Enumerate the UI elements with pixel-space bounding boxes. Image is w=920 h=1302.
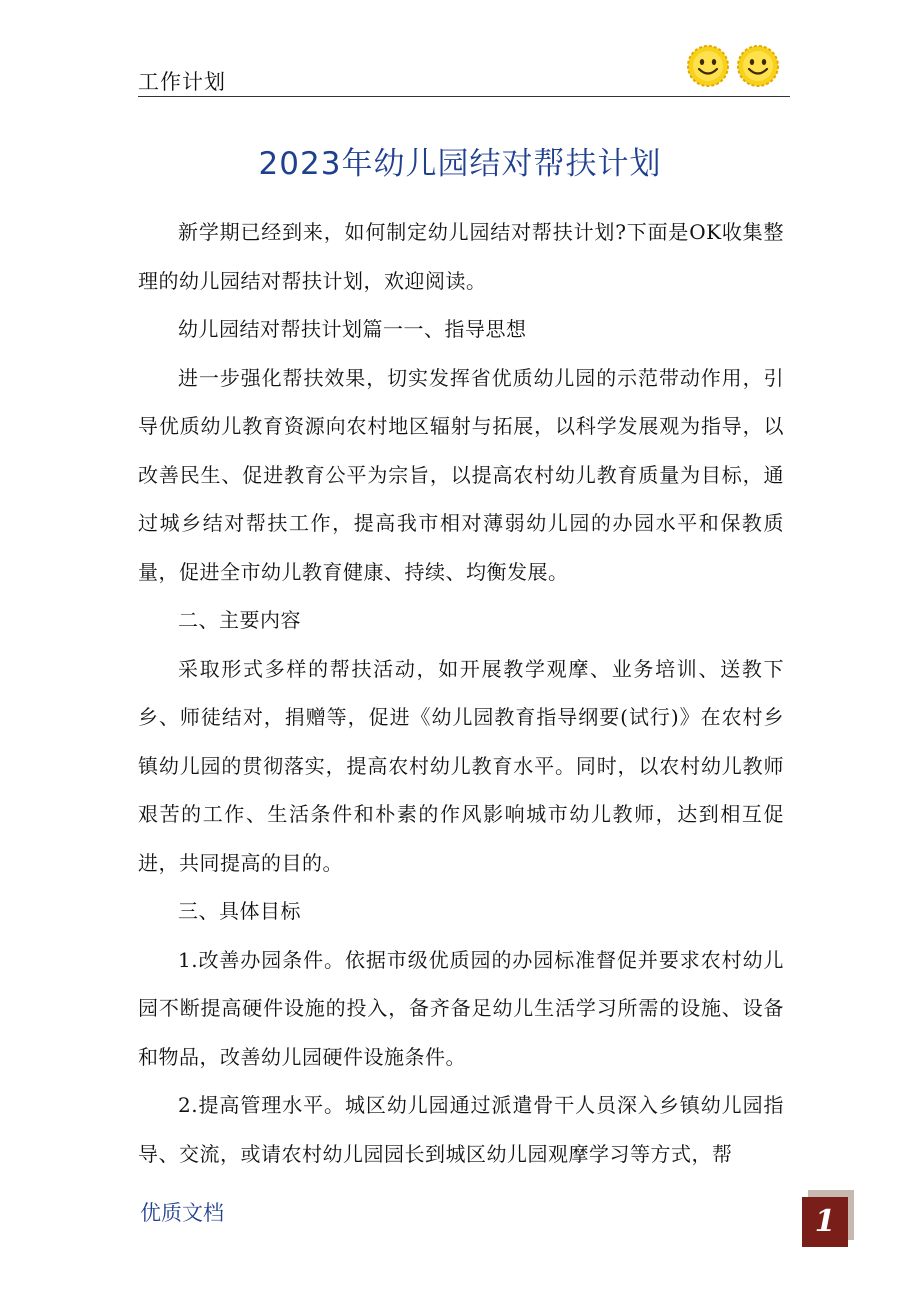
paragraph-intro: 新学期已经到来，如何制定幼儿园结对帮扶计划?下面是OK收集整理的幼儿园结对帮扶计划，欢迎阅读。 [138,220,784,293]
paragraph-section-2-heading: 二、主要内容 [178,608,301,632]
footer-label: 优质文档 [140,1201,224,1225]
header-divider [138,96,790,97]
paragraph-main-content: 采取形式多样的帮扶活动，如开展教学观摩、业务培训、送教下乡、师徒结对，捐赠等，促进《幼儿园教育指导纲要(试行)》在农村乡镇幼儿园的贯彻落实，提高农村幼儿教育水平。同时，以农村幼儿教师艰苦的工作、生活条件和朴素的作风影响城市幼儿教师，达到相互促进，共同提高的目的。 [138,656,784,875]
document-title: 2023年幼儿园结对帮扶计划 [258,146,662,182]
paragraph-guiding-ideology: 进一步强化帮扶效果，切实发挥省优质幼儿园的示范带动作用，引导优质幼儿教育资源向农村地区辐射与拓展，以科学发展观为指导，以改善民生、促进教育公平为宗旨，以提高农村幼儿教育质量为目标，通过城乡结对帮扶工作，提高我市相对薄弱幼儿园的办园水平和保教质量，促进全市幼儿教育健康、持续、均衡发展。 [138,365,784,584]
paragraph-section-3-heading: 三、具体目标 [178,899,301,923]
paragraph-goal-1: 1.改善办园条件。依据市级优质园的办园标准督促并要求农村幼儿园不断提高硬件设施的投入，备齐备足幼儿生活学习所需的设施、设备和物品，改善幼儿园硬件设施条件。 [138,947,784,1069]
page-header [138,0,790,98]
paragraph-goal-2: 2.提高管理水平。城区幼儿园通过派遣骨干人员深入乡镇幼儿园指导、交流，或请农村幼儿园园长到城区幼儿园观摩学习等方式，帮 [138,1093,784,1166]
paragraph-section-1-heading: 幼儿园结对帮扶计划篇一一、指导思想 [178,317,527,341]
page-number-badge: 1 [802,1197,848,1247]
header-title: 工作计划 [138,70,226,94]
smiley-sun-icon [736,44,780,88]
document-body [138,208,784,1178]
smiley-sun-icon [686,44,730,88]
